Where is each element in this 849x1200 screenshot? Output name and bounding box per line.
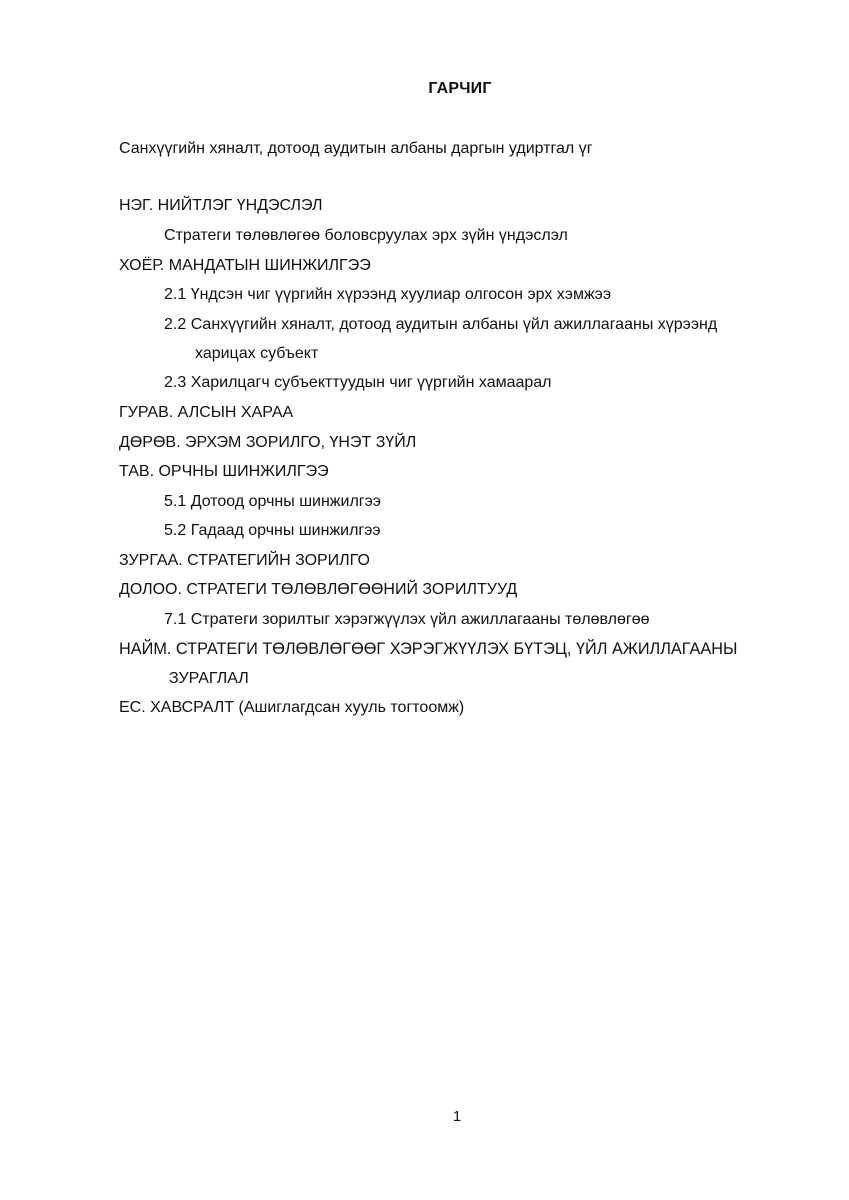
toc-entry-2-3: 2.3 Харилцагч субъекттуудын чиг үүргийн хамаарал bbox=[164, 374, 552, 391]
toc-entry-section-8-continued: ЗУРАГЛАЛ bbox=[169, 670, 249, 687]
toc-entry-2-2: 2.2 Санхүүгийн хяналт, дотоод аудитын албаны үйл ажиллагааны хүрээнд bbox=[164, 316, 718, 333]
toc-entry-section-7: ДОЛОО. СТРАТЕГИ ТӨЛӨВЛӨГӨӨНИЙ ЗОРИЛТУУД bbox=[119, 581, 518, 598]
toc-entry-section-6: ЗУРГАА. СТРАТЕГИЙН ЗОРИЛГО bbox=[119, 552, 370, 569]
toc-entry-5-1: 5.1 Дотоод орчны шинжилгээ bbox=[164, 493, 381, 510]
toc-entry-7-1: 7.1 Стратеги зорилтыг хэрэгжүүлэх үйл ажиллагааны төлөвлөгөө bbox=[164, 611, 650, 628]
toc-entry-section-8: НАЙМ. СТРАТЕГИ ТӨЛӨВЛӨГӨӨГ ХЭРЭГЖҮҮЛЭХ БҮТЭЦ, ҮЙЛ АЖИЛЛАГААНЫ bbox=[119, 640, 738, 658]
toc-entry-2-2-continued: харицах субъект bbox=[195, 345, 319, 362]
toc-entry-section-5: ТАВ. ОРЧНЫ ШИНЖИЛГЭЭ bbox=[119, 463, 329, 480]
toc-entry-section-4: ДӨРӨВ. ЭРХЭМ ЗОРИЛГО, ҮНЭТ ЗҮЙЛ bbox=[119, 434, 417, 451]
toc-entry-section-1: НЭГ. НИЙТЛЭГ ҮНДЭСЛЭЛ bbox=[119, 197, 323, 214]
toc-entry-section-9: ЕС. ХАВСРАЛТ (Ашиглагдсан хууль тогтоомж) bbox=[119, 699, 465, 716]
toc-entry-section-3: ГУРАВ. АЛСЫН ХАРАА bbox=[119, 404, 294, 421]
intro-line: Санхүүгийн хяналт, дотоод аудитын албаны даргын удиртгал үг bbox=[119, 140, 593, 157]
toc-entry-section-2: ХОЁР. МАНДАТЫН ШИНЖИЛГЭЭ bbox=[119, 257, 371, 274]
page-title: ГАРЧИГ bbox=[428, 80, 492, 97]
page-number: 1 bbox=[452, 1108, 462, 1125]
toc-entry-1-legal-basis: Стратеги төлөвлөгөө боловсруулах эрх зүйн үндэслэл bbox=[164, 227, 568, 244]
toc-entry-5-2: 5.2 Гадаад орчны шинжилгээ bbox=[164, 522, 381, 539]
toc-entry-2-1: 2.1 Үндсэн чиг үүргийн хүрээнд хуулиар олгосон эрх хэмжээ bbox=[164, 286, 611, 303]
